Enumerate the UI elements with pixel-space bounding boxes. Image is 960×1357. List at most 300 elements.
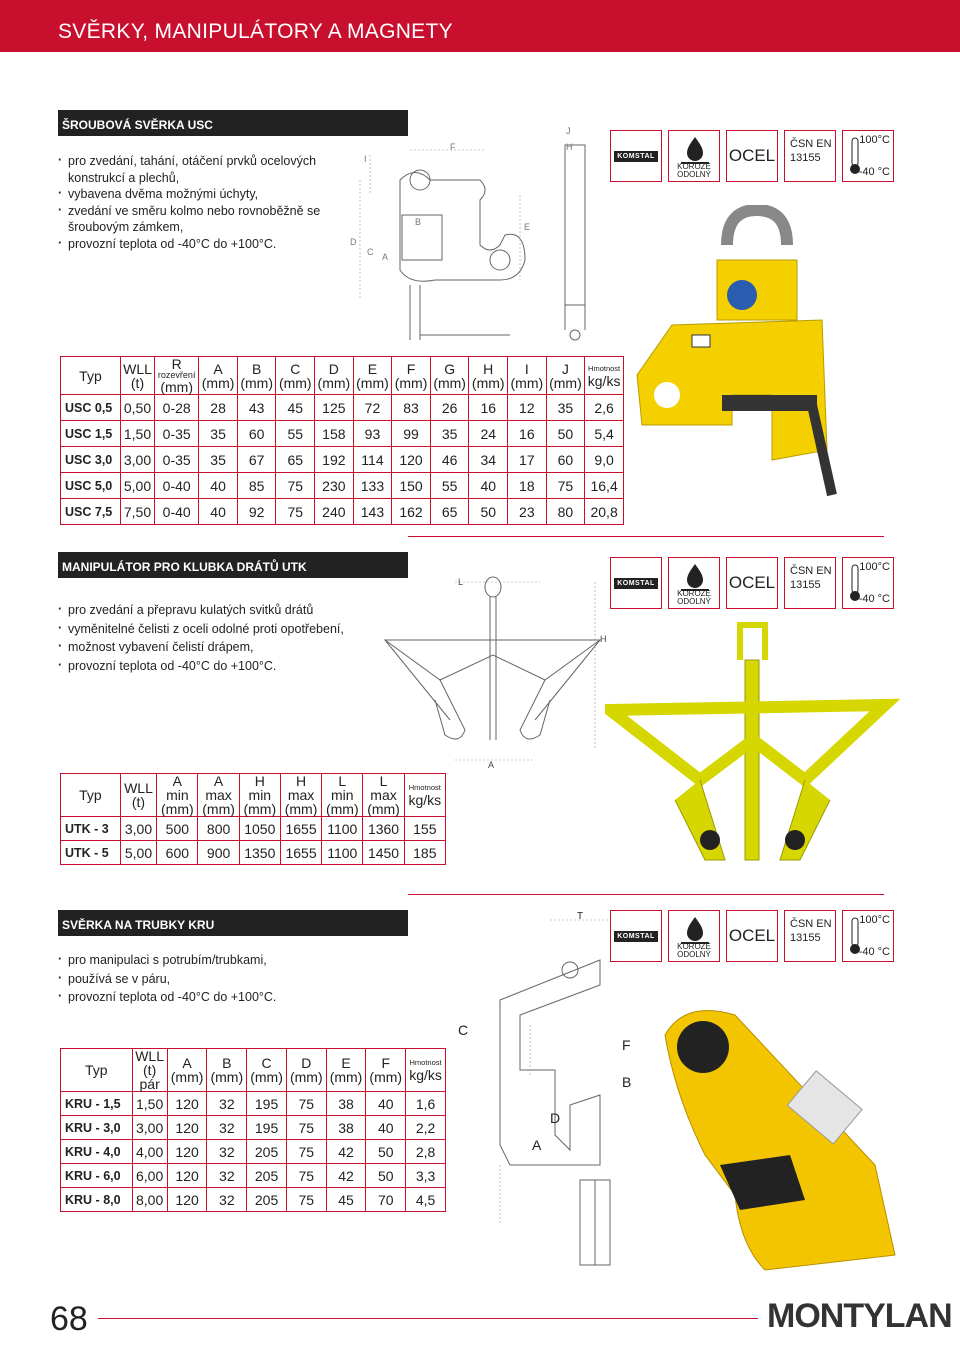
table-cell: 32 xyxy=(207,1188,247,1212)
steel-badge: OCEL xyxy=(726,557,778,609)
table-cell: 60 xyxy=(237,421,276,447)
column-header xyxy=(199,357,238,395)
table-cell: 120 xyxy=(167,1092,207,1116)
table-cell: 1100 xyxy=(322,841,363,865)
table-cell: 92 xyxy=(237,499,276,525)
table-cell: 85 xyxy=(237,473,276,499)
table-cell: 1,50 xyxy=(132,1092,167,1116)
feature-list-item: · možnost vybavení čelistí drápem, xyxy=(58,638,378,657)
table-cell: 1360 xyxy=(363,817,404,841)
column-header-unit: (mm) xyxy=(471,374,505,391)
komstal-badge: KOMSTAL xyxy=(610,557,662,609)
table-cell: 75 xyxy=(286,1140,326,1164)
kru-dim-label: A xyxy=(532,1137,542,1153)
header-bar xyxy=(0,0,960,52)
usc-feature-list xyxy=(58,153,348,252)
table-cell: 40 xyxy=(366,1116,406,1140)
table-row xyxy=(61,1116,446,1140)
column-header-top: D xyxy=(301,1055,312,1071)
table-cell: 120 xyxy=(167,1140,207,1164)
table-cell: 80 xyxy=(546,499,585,525)
table-cell: 1050 xyxy=(239,817,280,841)
column-header xyxy=(237,357,276,395)
steel-badge: OCEL xyxy=(726,130,778,182)
kru-badges xyxy=(610,910,894,962)
column-header-unit: (mm) xyxy=(394,374,428,391)
table-cell: 55 xyxy=(430,473,469,499)
column-header xyxy=(207,1049,247,1092)
table-cell: 75 xyxy=(276,473,315,499)
column-header xyxy=(132,1049,167,1092)
table-cell: 32 xyxy=(207,1164,247,1188)
kru-dim-label: B xyxy=(622,1074,632,1090)
type-cell: KRU - 3,0 xyxy=(61,1116,133,1140)
column-header-top: B xyxy=(252,360,262,377)
table-cell: 16 xyxy=(469,395,508,421)
table-cell: 35 xyxy=(199,421,238,447)
column-header-top: H xyxy=(295,773,307,789)
table-cell: 93 xyxy=(353,421,392,447)
column-header-top: J xyxy=(561,360,569,377)
usc-dim-label: C xyxy=(367,247,374,257)
table-row xyxy=(61,447,624,473)
table-header-row xyxy=(61,357,624,395)
kru-dim-label: C xyxy=(458,1022,469,1038)
column-header-unit: (mm) xyxy=(325,801,359,817)
table-cell: 46 xyxy=(430,447,469,473)
feature-list-item: · pro zvedání, tahání, otáčení prvků ocelových konstrukcí a plechů, xyxy=(58,153,348,186)
column-header-top: D xyxy=(328,360,339,377)
feature-list-item: · pro manipulaci s potrubím/trubkami, xyxy=(58,951,358,970)
table-cell: 133 xyxy=(353,473,392,499)
table-cell: 2,8 xyxy=(406,1140,446,1164)
feature-list-item: · provozní teplota od -40°C do +100°C. xyxy=(58,236,348,253)
page-number: 68 xyxy=(50,1300,88,1338)
column-header-unit: (mm) xyxy=(549,374,582,391)
table-cell: 40 xyxy=(199,473,238,499)
column-header-top: A xyxy=(172,773,183,789)
table-cell: 16,4 xyxy=(585,473,624,499)
column-header-unit: (mm) xyxy=(369,1069,403,1085)
column-header xyxy=(61,774,121,817)
utk-dim-label: L xyxy=(458,577,464,587)
column-header-unit: (mm) xyxy=(243,801,277,817)
column-header xyxy=(239,774,280,817)
column-header-unit: kg/ks xyxy=(587,372,621,389)
table-header-row xyxy=(61,774,446,817)
column-header-top: Typ xyxy=(79,367,102,384)
usc-dim-label: D xyxy=(350,237,357,247)
column-header xyxy=(322,774,363,817)
table-cell: 72 xyxy=(353,395,392,421)
type-cell: USC 7,5 xyxy=(61,499,121,525)
column-header-top: A xyxy=(182,1055,192,1071)
column-header xyxy=(363,774,404,817)
column-header-top: E xyxy=(341,1055,351,1071)
column-header xyxy=(315,357,354,395)
column-header xyxy=(198,774,239,817)
utk-technical-drawing xyxy=(365,570,625,770)
komstal-badge: KOMSTAL xyxy=(610,130,662,182)
column-header-top: G xyxy=(444,360,456,377)
column-header-top: L xyxy=(338,773,347,789)
table-cell: 42 xyxy=(326,1140,366,1164)
column-header-unit: (mm) xyxy=(201,374,235,391)
table-cell: 0-35 xyxy=(155,447,199,473)
usc-dim-label: H xyxy=(566,142,573,152)
column-header-unit: (mm) xyxy=(202,801,235,817)
table-cell: 600 xyxy=(157,841,198,865)
table-cell: 26 xyxy=(430,395,469,421)
feature-list-item: · provozní teplota od -40°C do +100°C. xyxy=(58,657,378,676)
column-header-top: Hmotnost xyxy=(588,363,621,373)
table-cell: 12 xyxy=(508,395,547,421)
column-header xyxy=(430,357,469,395)
column-header-top: Hmotnost xyxy=(409,1058,442,1067)
column-header xyxy=(61,1049,133,1092)
table-cell: 6,00 xyxy=(132,1164,167,1188)
standard-badge: ČSN EN 13155 xyxy=(784,557,836,609)
table-cell: 4,00 xyxy=(132,1140,167,1164)
column-header-top: C xyxy=(261,1055,272,1071)
table-cell: 1,6 xyxy=(406,1092,446,1116)
usc-dim-label: J xyxy=(566,126,571,136)
column-header-top: E xyxy=(367,360,378,377)
table-cell: 125 xyxy=(315,395,354,421)
usc-dim-label: F xyxy=(450,142,456,152)
table-cell: 120 xyxy=(167,1188,207,1212)
column-header xyxy=(353,357,392,395)
column-header-unit: (mm) xyxy=(356,374,389,391)
type-cell: UTK - 5 xyxy=(61,841,121,865)
table-cell: 162 xyxy=(392,499,431,525)
table-cell: 40 xyxy=(469,473,508,499)
usc-technical-drawing xyxy=(340,120,600,345)
type-cell: UTK - 3 xyxy=(61,817,121,841)
kru-feature-list xyxy=(58,951,358,1007)
table-cell: 75 xyxy=(276,499,315,525)
table-cell: 205 xyxy=(247,1140,287,1164)
column-header-mid: max xyxy=(287,787,315,803)
type-cell: USC 1,5 xyxy=(61,421,121,447)
table-cell: 0-35 xyxy=(155,421,199,447)
kru-spec-table xyxy=(60,1048,446,1212)
table-cell: 5,4 xyxy=(585,421,624,447)
usc-badges xyxy=(610,130,894,182)
table-cell: 5,00 xyxy=(120,841,157,865)
table-cell: 8,00 xyxy=(132,1188,167,1212)
table-cell: 1,50 xyxy=(120,421,154,447)
footer-divider xyxy=(98,1318,758,1319)
utk-badges xyxy=(610,557,894,609)
table-cell: 83 xyxy=(392,395,431,421)
column-header-top: R xyxy=(171,356,182,372)
table-cell: 38 xyxy=(326,1092,366,1116)
type-cell: USC 3,0 xyxy=(61,447,121,473)
column-header-top: Hmotnost xyxy=(408,783,441,792)
column-header xyxy=(167,1049,207,1092)
table-cell: 230 xyxy=(315,473,354,499)
column-header-mid: (t) xyxy=(143,1062,157,1078)
table-row xyxy=(61,1092,446,1116)
utk-dim-label: H xyxy=(600,634,607,644)
column-header-mid: min xyxy=(166,787,189,803)
column-header-top: L xyxy=(379,773,388,789)
column-header-unit: (mm) xyxy=(289,1069,323,1085)
table-cell: 16 xyxy=(508,421,547,447)
column-header-top: WLL xyxy=(135,1048,165,1064)
column-header xyxy=(286,1049,326,1092)
column-header xyxy=(120,774,157,817)
table-cell: 42 xyxy=(326,1164,366,1188)
table-cell: 50 xyxy=(546,421,585,447)
kru-dim-label: D xyxy=(550,1110,561,1126)
table-cell: 60 xyxy=(546,447,585,473)
table-cell: 40 xyxy=(366,1092,406,1116)
column-header xyxy=(157,774,198,817)
table-cell: 3,00 xyxy=(120,447,154,473)
table-cell: 99 xyxy=(392,421,431,447)
column-header-top: A xyxy=(213,360,223,377)
table-row xyxy=(61,1188,446,1212)
table-cell: 75 xyxy=(286,1164,326,1188)
table-cell: 34 xyxy=(469,447,508,473)
table-cell: 65 xyxy=(430,499,469,525)
column-header-unit: (mm) xyxy=(278,374,312,391)
column-header xyxy=(276,357,315,395)
table-cell: 195 xyxy=(247,1116,287,1140)
column-header xyxy=(585,357,624,395)
table-cell: 70 xyxy=(366,1188,406,1212)
kru-product-photo xyxy=(645,995,915,1285)
table-cell: 35 xyxy=(430,421,469,447)
table-cell: 240 xyxy=(315,499,354,525)
corrosion-resistant-badge: KOROZE ODOLNÝ xyxy=(668,910,720,962)
table-cell: 75 xyxy=(286,1092,326,1116)
table-cell: 1350 xyxy=(239,841,280,865)
usc-dim-label: I xyxy=(364,154,367,164)
feature-list-item: · používá se v páru, xyxy=(58,970,358,989)
table-row xyxy=(61,1164,446,1188)
table-cell: 143 xyxy=(353,499,392,525)
komstal-badge: KOMSTAL xyxy=(610,910,662,962)
standard-badge: ČSN EN 13155 xyxy=(784,130,836,182)
usc-dim-label: B xyxy=(415,217,422,227)
table-cell: 3,3 xyxy=(406,1164,446,1188)
column-header-unit: pár xyxy=(139,1076,160,1092)
table-cell: 158 xyxy=(315,421,354,447)
type-cell: USC 0,5 xyxy=(61,395,121,421)
column-header-unit: (mm) xyxy=(240,374,273,391)
table-cell: 192 xyxy=(315,447,354,473)
page-title: SVĚRKY, MANIPULÁTORY A MAGNETY xyxy=(58,20,453,43)
column-header-unit: (t) xyxy=(130,374,145,391)
table-cell: 1100 xyxy=(322,817,363,841)
column-header-unit: (t) xyxy=(131,794,146,810)
column-header-unit: (mm) xyxy=(433,374,466,391)
column-header-unit: (mm) xyxy=(210,1069,244,1085)
table-cell: 150 xyxy=(392,473,431,499)
table-cell: 23 xyxy=(508,499,547,525)
column-header xyxy=(406,1049,446,1092)
column-header-top: A xyxy=(213,773,224,789)
column-header-unit: (mm) xyxy=(250,1069,283,1085)
table-row xyxy=(61,473,624,499)
column-header-top: C xyxy=(290,360,301,377)
table-cell: 50 xyxy=(366,1164,406,1188)
table-cell: 800 xyxy=(198,817,239,841)
column-header-top: B xyxy=(222,1055,232,1071)
table-cell: 1655 xyxy=(280,841,321,865)
table-cell: 185 xyxy=(404,841,445,865)
table-cell: 3,00 xyxy=(132,1116,167,1140)
column-header-top: I xyxy=(524,360,529,377)
table-cell: 0-40 xyxy=(155,499,199,525)
column-header-mid: min xyxy=(331,787,354,803)
column-header-unit: (mm) xyxy=(367,801,400,817)
usc-product-photo xyxy=(632,205,872,505)
table-cell: 4,5 xyxy=(406,1188,446,1212)
table-cell: 50 xyxy=(366,1140,406,1164)
column-header-unit: (mm) xyxy=(160,379,194,395)
table-cell: 120 xyxy=(392,447,431,473)
column-header xyxy=(366,1049,406,1092)
column-header-sub: rozevření xyxy=(157,370,196,380)
table-row xyxy=(61,841,446,865)
column-header xyxy=(61,357,121,395)
table-cell: 38 xyxy=(326,1116,366,1140)
column-header-top: F xyxy=(381,1055,391,1071)
table-row xyxy=(61,499,624,525)
column-header-unit: kg/ks xyxy=(408,792,442,808)
table-cell: 195 xyxy=(247,1092,287,1116)
table-cell: 32 xyxy=(207,1140,247,1164)
brand-logo: MONTYLAN xyxy=(767,1297,952,1335)
table-cell: 2,6 xyxy=(585,395,624,421)
temperature-badge: 100°C -40 °C xyxy=(842,130,894,182)
column-header xyxy=(155,357,199,395)
table-cell: 5,00 xyxy=(120,473,154,499)
feature-list-item: · provozní teplota od -40°C do +100°C. xyxy=(58,988,358,1007)
usc-spec-table xyxy=(60,356,624,525)
table-cell: 9,0 xyxy=(585,447,624,473)
table-cell: 18 xyxy=(508,473,547,499)
feature-list-item: · zvedání ve směru kolmo nebo rovnoběžně se šroubovým zámkem, xyxy=(58,203,348,236)
column-header-top: F xyxy=(406,360,416,377)
column-header-unit: (mm) xyxy=(284,801,318,817)
table-cell: 50 xyxy=(469,499,508,525)
table-cell: 32 xyxy=(207,1092,247,1116)
table-row xyxy=(61,421,624,447)
table-cell: 0-28 xyxy=(155,395,199,421)
column-header-unit: (mm) xyxy=(329,1069,363,1085)
column-header-unit: (mm) xyxy=(161,801,194,817)
table-cell: 0-40 xyxy=(155,473,199,499)
feature-list-item: · vyměnitelné čelisti z oceli odolné proti opotřebení, xyxy=(58,620,378,639)
column-header-unit: kg/ks xyxy=(409,1067,442,1083)
kru-dim-label: T xyxy=(577,911,584,922)
section-heading-usc: ŠROUBOVÁ SVĚRKA USC xyxy=(58,110,408,136)
column-header-unit: (mm) xyxy=(510,374,544,391)
table-header-row xyxy=(61,1049,446,1092)
table-cell: 32 xyxy=(207,1116,247,1140)
type-cell: KRU - 8,0 xyxy=(61,1188,133,1212)
table-cell: 43 xyxy=(237,395,276,421)
table-row xyxy=(61,817,446,841)
table-cell: 67 xyxy=(237,447,276,473)
column-header xyxy=(280,774,321,817)
column-header-unit: (mm) xyxy=(170,1069,204,1085)
usc-dim-label: E xyxy=(524,222,531,232)
table-cell: 1450 xyxy=(363,841,404,865)
column-header xyxy=(546,357,585,395)
steel-badge: OCEL xyxy=(726,910,778,962)
table-cell: 65 xyxy=(276,447,315,473)
table-cell: 75 xyxy=(546,473,585,499)
table-cell: 1655 xyxy=(280,817,321,841)
table-cell: 75 xyxy=(286,1116,326,1140)
table-cell: 75 xyxy=(286,1188,326,1212)
table-cell: 3,00 xyxy=(120,817,157,841)
section-divider xyxy=(408,536,884,537)
table-cell: 35 xyxy=(199,447,238,473)
feature-list-item: · vybavena dvěma možnými úchyty, xyxy=(58,186,348,203)
table-cell: 45 xyxy=(326,1188,366,1212)
utk-dim-label: A xyxy=(488,760,495,770)
table-cell: 17 xyxy=(508,447,547,473)
table-cell: 2,2 xyxy=(406,1116,446,1140)
column-header-mid: max xyxy=(205,787,232,803)
table-cell: 205 xyxy=(247,1164,287,1188)
column-header xyxy=(508,357,547,395)
usc-dim-label: A xyxy=(382,252,389,262)
column-header xyxy=(404,774,445,817)
section-heading-utk: MANIPULÁTOR PRO KLUBKA DRÁTŮ UTK xyxy=(58,552,408,578)
utk-spec-table xyxy=(60,773,446,865)
column-header-mid: min xyxy=(248,787,272,803)
table-cell: 35 xyxy=(546,395,585,421)
column-header-top: Typ xyxy=(84,1062,108,1078)
column-header xyxy=(326,1049,366,1092)
type-cell: KRU - 6,0 xyxy=(61,1164,133,1188)
table-row xyxy=(61,1140,446,1164)
type-cell: USC 5,0 xyxy=(61,473,121,499)
table-cell: 20,8 xyxy=(585,499,624,525)
temperature-badge: 100°C -40 °C xyxy=(842,557,894,609)
temperature-badge: 100°C -40 °C xyxy=(842,910,894,962)
column-header xyxy=(247,1049,287,1092)
corrosion-resistant-badge: KOROZE ODOLNÝ xyxy=(668,130,720,182)
section-heading-kru: SVĚRKA NA TRUBKY KRU xyxy=(58,910,408,936)
corrosion-resistant-badge: KOROZE ODOLNÝ xyxy=(668,557,720,609)
table-row xyxy=(61,395,624,421)
column-header-top: Typ xyxy=(79,787,102,803)
column-header-unit: (mm) xyxy=(317,374,351,391)
table-cell: 114 xyxy=(353,447,392,473)
utk-feature-list xyxy=(58,601,378,675)
feature-list-item: · pro zvedání a přepravu kulatých svitků drátů xyxy=(58,601,378,620)
column-header-top: WLL xyxy=(123,360,152,377)
table-cell: 7,50 xyxy=(120,499,154,525)
table-cell: 28 xyxy=(199,395,238,421)
table-cell: 24 xyxy=(469,421,508,447)
column-header xyxy=(120,357,154,395)
utk-product-photo xyxy=(605,620,905,890)
column-header xyxy=(469,357,508,395)
column-header-top: H xyxy=(254,773,265,789)
table-cell: 45 xyxy=(276,395,315,421)
table-cell: 120 xyxy=(167,1116,207,1140)
